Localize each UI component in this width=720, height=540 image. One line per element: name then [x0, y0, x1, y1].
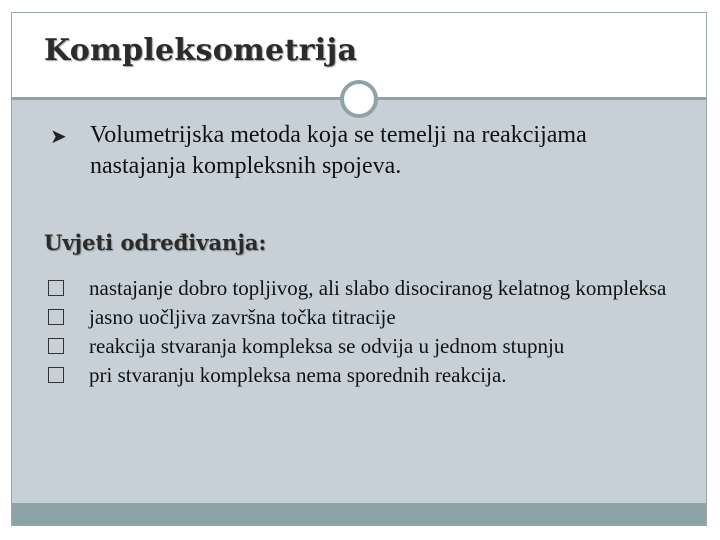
intro-text: Volumetrijska metoda koja se temelji na reakcijama nastajanja kompleksnih spojeva. [90, 122, 587, 179]
conditions-list [48, 274, 668, 390]
checkbox-bullet-icon [48, 309, 64, 325]
condition-text: nastajanje dobro topljivog, ali slabo disociranog kelatnog kompleksa [89, 276, 667, 300]
condition-item [48, 361, 668, 390]
condition-text: jasno uočljiva završna točka titracije [89, 305, 396, 329]
condition-item [48, 332, 668, 361]
condition-text: pri stvaranju kompleksa nema sporednih reakcija. [89, 363, 507, 387]
checkbox-bullet-icon [48, 367, 64, 383]
intro-bullet [50, 120, 650, 182]
arrow-bullet-icon: ➤ [50, 124, 67, 148]
checkbox-bullet-icon [48, 338, 64, 354]
footer-bar [12, 503, 706, 525]
condition-text: reakcija stvaranja kompleksa se odvija u jednom stupnju [89, 334, 565, 358]
conditions-heading: Uvjeti određivanja: [44, 230, 267, 255]
slide-title: Kompleksometrija [44, 33, 358, 68]
condition-item [48, 274, 668, 303]
checkbox-bullet-icon [48, 280, 64, 296]
condition-item [48, 303, 668, 332]
ring-ornament-icon [340, 80, 378, 118]
